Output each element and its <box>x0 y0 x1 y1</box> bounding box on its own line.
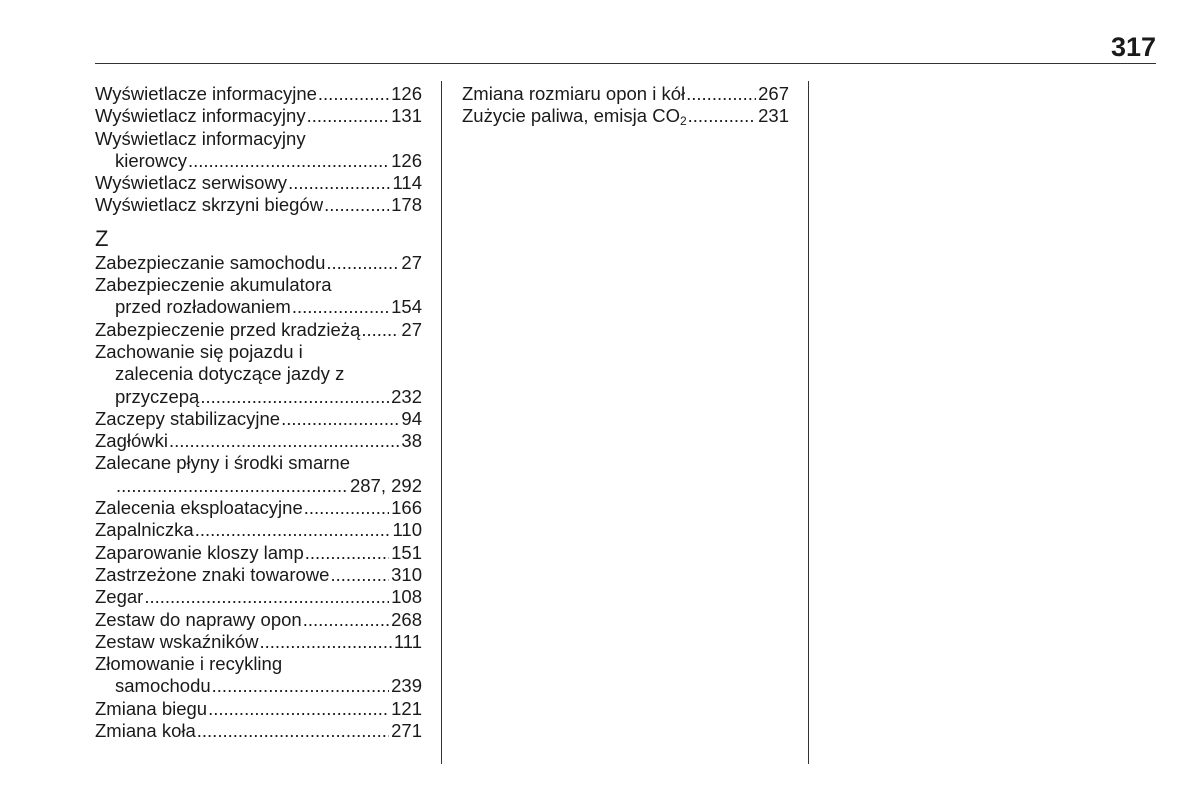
entry-label: Zestaw wskaźników ..... <box>95 631 259 652</box>
entry-label: Zastrzeżone znaki towarowe ..... <box>95 564 330 585</box>
entry-page: 268 <box>391 608 422 630</box>
index-entry <box>95 296 422 318</box>
entry-page: 126 <box>391 149 422 171</box>
column-separator-2 <box>808 81 809 764</box>
entry-page: 108 <box>391 586 422 608</box>
entry-label: Zabezpieczenie przed kradzieżą ..... <box>95 319 361 340</box>
entry-page: 126 <box>391 83 422 104</box>
entry-label: Zapalniczka ..... <box>95 519 195 540</box>
index-entry <box>95 83 422 105</box>
header-rule <box>95 63 1156 64</box>
entry-label-line: Zalecane płyny i środki smarne <box>95 452 350 474</box>
index-entry <box>95 497 422 519</box>
entry-label: Zmiana biegu ..... <box>95 698 208 719</box>
entry-label: przyczepą ..... <box>115 386 200 407</box>
index-entry <box>462 105 789 127</box>
entry-label: Wyświetlacz informacyjny ..... <box>95 105 307 126</box>
entry-page: 121 <box>391 697 422 719</box>
page-number: 317 <box>1110 32 1156 62</box>
entry-label-line: Zachowanie się pojazdu i <box>95 340 303 362</box>
entry-label: Zmiana rozmiaru opon i kół ..... <box>462 83 686 104</box>
entry-page: 231 <box>758 105 789 127</box>
entry-page: 267 <box>758 83 789 104</box>
entry-page: 287, 292 <box>349 474 422 496</box>
entry-label: Zaparowanie kloszy lamp ..... <box>95 542 305 563</box>
entry-page: 111 <box>393 630 422 652</box>
index-entry <box>95 430 422 452</box>
index-entry <box>95 194 422 216</box>
entry-label: przed rozładowaniem ..... <box>115 296 292 317</box>
entry-page: 110 <box>392 519 422 541</box>
entry-label: kierowcy ..... <box>115 150 188 171</box>
index-entry <box>95 720 422 742</box>
entry-label-line: zalecenia dotyczące jazdy z <box>115 363 345 385</box>
index-entry <box>95 319 422 341</box>
entry-label <box>115 475 116 496</box>
entry-page: 166 <box>391 497 422 519</box>
entry-page: 239 <box>391 675 422 697</box>
index-entry <box>95 519 422 541</box>
entry-page: 271 <box>391 720 422 742</box>
entry-label: Wyświetlacz serwisowy ..... <box>95 172 288 193</box>
entry-label: Wyświetlacze informacyjne ..... <box>95 83 318 104</box>
entry-page: 151 <box>391 541 422 563</box>
entry-page: 27 <box>401 318 422 340</box>
entry-page: 178 <box>391 194 422 216</box>
index-entry <box>95 586 422 608</box>
index-entry <box>95 105 422 127</box>
index-column-left <box>95 83 422 742</box>
entry-page: 310 <box>391 563 422 585</box>
entry-label: Wyświetlacz skrzyni biegów ..... <box>95 194 324 215</box>
index-entry <box>95 675 422 697</box>
index-entry <box>462 83 789 105</box>
index-entry <box>95 475 422 497</box>
entry-label: Zegar ..... <box>95 586 144 607</box>
index-entry <box>95 150 422 172</box>
section-letter: Z <box>95 225 109 251</box>
index-entry <box>95 386 422 408</box>
entry-label: Zaczepy stabilizacyjne ..... <box>95 408 281 429</box>
entry-label: Zalecenia eksploatacyjne ..... <box>95 497 304 518</box>
index-entry <box>95 408 422 430</box>
entry-page: 94 <box>401 407 422 429</box>
index-entry <box>95 631 422 653</box>
entry-label: samochodu ..... <box>115 675 212 696</box>
entry-label: Zabezpieczanie samochodu ..... <box>95 252 326 273</box>
entry-label-line: Zabezpieczenie akumulatora <box>95 274 332 296</box>
index-column-middle <box>462 83 789 128</box>
entry-label: Zestaw do naprawy opon ..... <box>95 609 303 630</box>
entry-page: 114 <box>392 172 422 194</box>
index-entry <box>95 609 422 631</box>
entry-page: 38 <box>401 430 422 452</box>
index-entry <box>95 698 422 720</box>
index-entry <box>95 252 422 274</box>
index-entry <box>95 172 422 194</box>
entry-label-text: Zużycie paliwa, emisja CO <box>462 105 680 127</box>
entry-label: Zmiana koła ..... <box>95 720 197 741</box>
entry-page: 27 <box>401 251 422 273</box>
index-entry <box>95 564 422 586</box>
index-entry <box>95 542 422 564</box>
entry-label <box>462 105 688 126</box>
entry-page: 131 <box>391 105 422 127</box>
entry-page: 232 <box>391 385 422 407</box>
entry-page: 154 <box>391 296 422 318</box>
column-separator-1 <box>441 81 442 764</box>
entry-label-line: Wyświetlacz informacyjny <box>95 127 306 149</box>
entry-label-subscript: 2 <box>679 114 687 128</box>
entry-label: Zagłówki ..... <box>95 430 169 451</box>
entry-label-line: Złomowanie i recykling <box>95 653 283 675</box>
